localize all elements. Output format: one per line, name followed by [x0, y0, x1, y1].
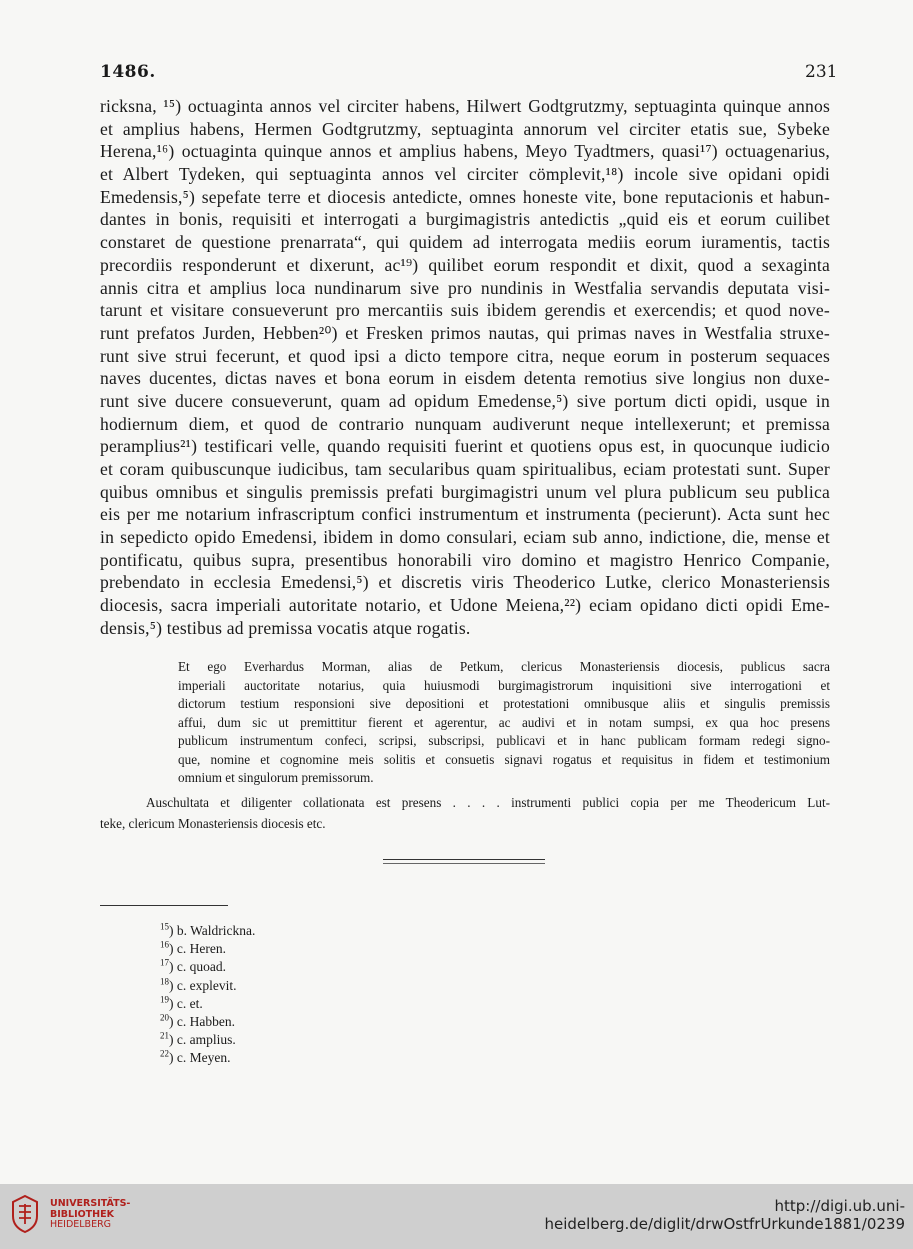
footnote: $^{22}$) c. Meyen.: [160, 1048, 231, 1066]
library-name-line: BIBLIOTHEK: [50, 1208, 114, 1220]
footnote: $^{21}$) c. amplius.: [160, 1030, 236, 1048]
section-divider: [383, 859, 545, 864]
text-line: precordiis responderunt et dixerunt, ac¹⁹) quilibet eorum respondit et dixit, quod a sexaginta: [100, 254, 830, 275]
text-line: runt sive ducere consueverunt, quam ad opidum Emedense,⁵) sive portum dicti opidi, usque in: [100, 390, 830, 411]
footnote: $^{20}$) c. Habben.: [160, 1012, 235, 1029]
notary-line: que, nomine et cognomine meis solitis et consuetis signavi rogatus et requisitus in fidem et testimonium: [178, 751, 830, 767]
footnote: $^{19}$) c. et.: [160, 994, 203, 1011]
text-line: ricksna, ¹⁵) octuaginta annos vel circiter habens, Hilwert Godtgrutzmy, septuaginta quinque annos: [100, 96, 830, 116]
text-line: et coram quibuscunque iudicibus, tam secularibus quam spiritualibus, eciam protestati sunt. Super: [100, 459, 830, 479]
auscultata-line: teke, clericum Monasteriensis diocesis etc.: [100, 816, 326, 831]
notary-attestation: [178, 658, 830, 788]
text-line: hodiernum diem, et quod de contrario nunquam audiverunt neque intellexerunt; et premissa: [100, 413, 830, 434]
footnote: $^{15}$) b. Waldrickna.: [160, 921, 256, 938]
text-line: in sepedicto opido Emedensi, ibidem in domo consulari, eciam sub anno, indictione, die, mense et: [100, 527, 830, 548]
page-number: 231: [805, 62, 838, 82]
university-seal-icon[interactable]: [10, 1194, 40, 1234]
footnote: $^{16}$) c. Heren.: [160, 939, 226, 957]
text-line: naves ducentes, dictas naves et bona eorum in eisdem detenta remotius sive longius non duxe-: [100, 368, 830, 389]
text-line: Herena,¹⁶) octuaginta quinque annos et amplius habens, Meyo Tyadtmers, quasi¹⁷) octuagenarius,: [100, 141, 830, 162]
text-line: Emedensis,⁵) sepefate terre et diocesis antedicte, omnes honeste vite, bone reputacionis et habun-: [100, 186, 830, 207]
text-line: runt sive strui fecerunt, et quod ipsi a dicto tempore citra, neque eorum in posterum sequaces: [100, 345, 830, 366]
library-footer: [0, 1184, 913, 1249]
text-line: eis per me notarium infrascriptum confici instrumentum et instrumenta (pecierunt). Acta sunt hec: [100, 504, 830, 525]
footnotes: [160, 922, 255, 1068]
text-line: et amplius habens, Hermen Godtgrutzmy, septuaginta annorum vel circiter etatis sue, Sybeke: [100, 118, 830, 139]
text-line: diocesis, sacra imperiali autoritate notario, et Udone Meiena,²²) eciam opidano dicti opidi Eme-: [100, 595, 830, 616]
notary-line: publicum instrumentum confeci, scripsi, subscripsi, publicavi et in hanc publicam formam redegi signo-: [178, 733, 830, 748]
notary-line: Et ego Everhardus Morman, alias de Petkum, clericus Monasteriensis diocesis, publicus sacra: [178, 659, 830, 674]
footnote: $^{18}$) c. explevit.: [160, 976, 237, 993]
main-text: [100, 95, 830, 640]
text-line: pontificatu, quibus supra, presentibus honorabili viro domino et magistro Henrico Companie,: [100, 549, 830, 570]
text-line: runt prefatos Jurden, Hebben²⁰) et Fresken primos nautas, qui primas naves in Westfalia struxe-: [100, 322, 830, 343]
source-url-link[interactable]: http://digi.ub.uni-heidelberg.de/diglit/drwOstfrUrkunde1881/0239: [544, 1197, 905, 1233]
library-name[interactable]: [50, 1199, 130, 1231]
text-line: constaret de questione prenarrata“, qui quidem ad interrogata mediis eorum iuramentis, tactis: [100, 232, 830, 253]
footnote-divider: [100, 905, 228, 906]
text-line: quibus omnibus et singulis premissis prefati burgimagistri unum vel plura publicum seu publica: [100, 481, 830, 502]
text-line: peramplius²¹) testificari velle, quando requisiti fuerint et quotiens opus est, in quocunque iudicio: [100, 436, 830, 457]
auscultata-line: Auschultata et diligenter collationata est presens . . . . instrumenti publici copia per me Theodericum Lut-: [146, 795, 830, 810]
page-header-year: 1486.: [100, 62, 156, 82]
library-name-line: HEIDELBERG: [50, 1219, 112, 1230]
text-line: prebendato in ecclesia Emedensi,⁵) et discretis viris Theoderico Lutke, clerico Monasteriensis: [100, 572, 830, 593]
notary-line: imperiali auctoritate notarius, quia huiusmodi burgimagistrorum inquisitioni sive interrogationi et: [178, 677, 830, 693]
text-line: tarunt et visitare consueverunt pro mercantiis suis ibidem gerendis et exercendis; et quod nove-: [100, 300, 830, 321]
text-line: et Albert Tydeken, qui septuaginta annos vel circiter cömplevit,¹⁸) incole sive opidani opidi: [100, 164, 830, 185]
text-line: annis citra et amplius loca nundinarum sive pro nundinis in Westfalia servandis deputata visi-: [100, 277, 830, 298]
footnote: $^{17}$) c. quoad.: [160, 957, 226, 975]
notary-line: omnium et singulorum premissorum.: [178, 770, 374, 785]
notary-line: affui, dum sic ut premittitur fierent et agerentur, ac audivi et in notam sumpsi, ex qua hoc presens: [178, 714, 830, 730]
notary-line: dictorum testium responsioni sive depositioni et protestationi omnibusque aliis et singulis premissis: [178, 696, 830, 711]
text-line: densis,⁵) testibus ad premissa vocatis atque rogatis.: [100, 617, 471, 638]
text-line: dantes in bonis, requisiti et interrogati a burgimagistris antedictis „quid eis et eorum cuilibet: [100, 209, 830, 230]
auscultata-note: [100, 792, 830, 834]
library-name-line: UNIVERSITÄTS-: [50, 1198, 131, 1209]
